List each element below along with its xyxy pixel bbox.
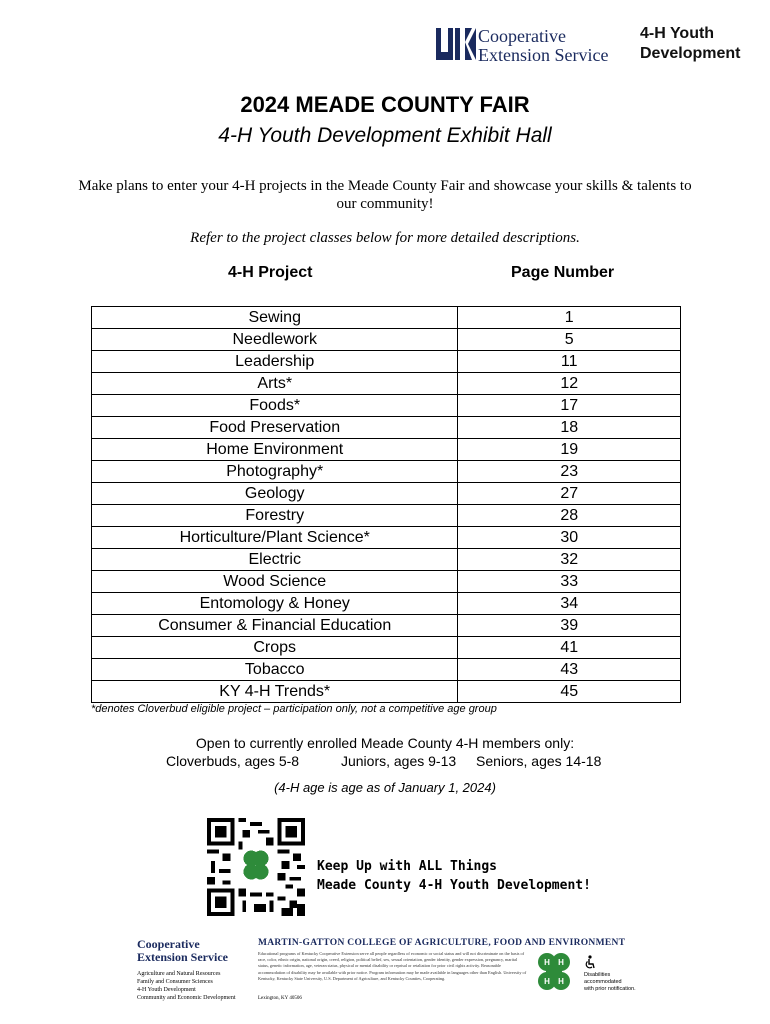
accessibility-note (584, 972, 636, 993)
refer-text: Refer to the project classes below for more detailed descriptions. (190, 230, 580, 246)
page-number-cell: 34 (458, 593, 681, 615)
project-name-cell: Foods* (92, 395, 458, 417)
page-number-cell: 1 (458, 307, 681, 329)
page-number-cell: 28 (458, 505, 681, 527)
table-row (92, 593, 681, 615)
project-name-cell: Food Preservation (92, 417, 458, 439)
qr-code-icon[interactable] (207, 818, 305, 916)
footer-org-line1: Cooperative (137, 937, 200, 951)
table-row (92, 571, 681, 593)
project-name-cell: Entomology & Honey (92, 593, 458, 615)
table-row (92, 417, 681, 439)
page-number-cell: 33 (458, 571, 681, 593)
program-line1: 4-H Youth (640, 25, 715, 42)
project-name-cell: Horticulture/Plant Science* (92, 527, 458, 549)
org-line2: Extension Service (478, 45, 609, 65)
page-number-cell: 19 (458, 439, 681, 461)
footer-ces-logo (137, 938, 228, 964)
uk-logo-icon (436, 26, 476, 62)
table-row (92, 637, 681, 659)
project-name-cell: Sewing (92, 307, 458, 329)
youth-development-logo (640, 24, 740, 64)
footer-units (137, 970, 235, 1002)
page-number-cell: 30 (458, 527, 681, 549)
column-header-page: Page Number (511, 264, 615, 281)
table-row (92, 395, 681, 417)
footer-org-line2: Extension Service (137, 950, 228, 964)
page-number-cell: 41 (458, 637, 681, 659)
project-name-cell: Leadership (92, 351, 458, 373)
page-number-cell: 27 (458, 483, 681, 505)
table-row (92, 351, 681, 373)
project-name-cell: Crops (92, 637, 458, 659)
age-note: (4-H age is age as of January 1, 2024) (274, 780, 496, 795)
footer-unit: Agriculture and Natural Resources (137, 971, 221, 977)
ces-logo-text (478, 27, 608, 65)
svg-text:H: H (544, 958, 550, 967)
page-number-cell: 39 (458, 615, 681, 637)
footer-unit: Family and Consumer Sciences (137, 979, 213, 985)
qr-caption-line1: Keep Up with ALL Things (317, 859, 498, 874)
4h-clover-icon (532, 950, 576, 994)
page-number-cell: 23 (458, 461, 681, 483)
eligibility-line: Open to currently enrolled Meade County 4-H members only: (195, 735, 575, 751)
intro-text: Make plans to enter your 4-H projects in the Meade County Fair and showcase your skills & talents to our community! (78, 178, 692, 212)
project-name-cell: Consumer & Financial Education (92, 615, 458, 637)
page-subtitle: 4-H Youth Development Exhibit Hall (218, 124, 552, 147)
page-number-cell: 17 (458, 395, 681, 417)
page-number-cell: 45 (458, 681, 681, 703)
age-groups (166, 753, 639, 769)
project-name-cell: Photography* (92, 461, 458, 483)
page-number-cell: 18 (458, 417, 681, 439)
cloverbuds-age: Cloverbuds, ages 5-8 (166, 753, 300, 769)
cloverbud-footnote: *denotes Cloverbud eligible project – participation only, not a competitive age group (91, 703, 497, 715)
page-number-cell: 5 (458, 329, 681, 351)
footer-unit: 4-H Youth Development (137, 987, 196, 993)
table-row (92, 505, 681, 527)
project-name-cell: Forestry (92, 505, 458, 527)
project-name-cell: Wood Science (92, 571, 458, 593)
juniors-age: Juniors, ages 9-13 (340, 753, 457, 769)
table-row (92, 615, 681, 637)
table-row (92, 461, 681, 483)
project-table (91, 306, 681, 703)
access-line1: Disabilities (584, 972, 611, 978)
table-row (92, 483, 681, 505)
org-line1: Cooperative (478, 26, 566, 46)
svg-text:H: H (558, 977, 564, 986)
accessibility-icon (584, 955, 596, 969)
column-header-project: 4-H Project (228, 264, 313, 281)
table-row (92, 527, 681, 549)
page-title: 2024 MEADE COUNTY FAIR (240, 92, 530, 117)
project-name-cell: Geology (92, 483, 458, 505)
page-number-cell: 32 (458, 549, 681, 571)
table-row (92, 373, 681, 395)
page-number-cell: 43 (458, 659, 681, 681)
svg-text:H: H (558, 958, 564, 967)
table-row (92, 439, 681, 461)
access-line3: with prior notification. (584, 986, 636, 992)
seniors-age: Seniors, ages 14-18 (476, 753, 602, 769)
table-row (92, 549, 681, 571)
table-row (92, 307, 681, 329)
footer-city: Lexington, KY 40506 (258, 996, 302, 1001)
project-name-cell: Arts* (92, 373, 458, 395)
project-name-cell: Home Environment (92, 439, 458, 461)
project-name-cell: Tobacco (92, 659, 458, 681)
project-name-cell: KY 4-H Trends* (92, 681, 458, 703)
project-name-cell: Electric (92, 549, 458, 571)
footer-unit: Community and Economic Development (137, 995, 236, 1001)
page-number-cell: 11 (458, 351, 681, 373)
footer-college-name: MARTIN-GATTON COLLEGE OF AGRICULTURE, FOOD AND ENVIRONMENT (258, 938, 626, 948)
qr-caption-line2: Meade County 4-H Youth Development! (317, 878, 591, 893)
access-line2: accommodated (584, 979, 622, 985)
table-row (92, 329, 681, 351)
program-line2: Development (640, 45, 741, 62)
qr-caption (317, 857, 591, 895)
svg-text:H: H (544, 977, 550, 986)
project-name-cell: Needlework (92, 329, 458, 351)
table-row (92, 659, 681, 681)
table-row (92, 681, 681, 703)
page-number-cell: 12 (458, 373, 681, 395)
footer-legal-text: Educational programs of Kentucky Cooperative Extension serve all people regardless of economic or social status and will not discriminate on the basis of race, color, ethnic origin, national origin, creed, religion, political belief, sex, sexual orientation, gender identity, gender expression, pregnancy, marital status, genetic information, age, veteran status, physical or mental disability or reprisal or retaliation for prior civil rights activity. Reasonable accommodation of disability may be available with prior notice. Program information may be made available in languages other than English. University of Kentucky, Kentucky State University, U.S. Department of Agriculture, and Kentucky Counties, Cooperating. (258, 951, 527, 981)
